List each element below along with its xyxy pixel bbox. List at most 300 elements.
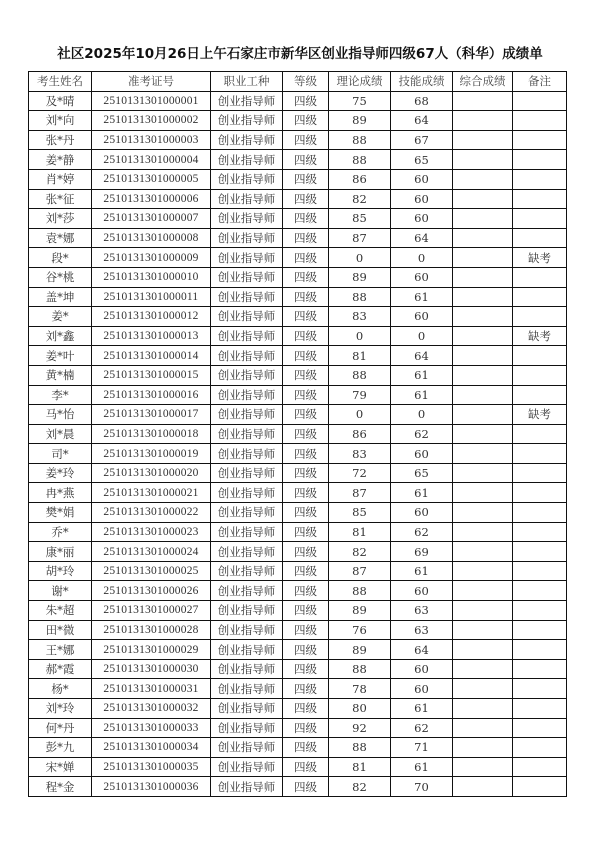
cell-level: 四级	[283, 738, 329, 758]
cell-skill-score: 60	[391, 503, 453, 523]
cell-overall-score	[453, 326, 513, 346]
cell-exam-id: 2510131301000030	[92, 659, 211, 679]
cell-theory-score: 85	[329, 209, 391, 229]
cell-remark	[513, 130, 567, 150]
table-row	[29, 424, 567, 444]
cell-name: 刘*向	[29, 111, 92, 131]
cell-exam-id: 2510131301000033	[92, 718, 211, 738]
cell-remark	[513, 503, 567, 523]
table-row	[29, 777, 567, 797]
cell-level: 四级	[283, 248, 329, 268]
cell-remark	[513, 718, 567, 738]
cell-job: 创业指导师	[211, 346, 283, 366]
cell-job: 创业指导师	[211, 424, 283, 444]
cell-exam-id: 2510131301000018	[92, 424, 211, 444]
cell-level: 四级	[283, 405, 329, 425]
cell-name: 康*丽	[29, 542, 92, 562]
cell-job: 创业指导师	[211, 228, 283, 248]
cell-theory-score: 0	[329, 248, 391, 268]
cell-remark	[513, 640, 567, 660]
cell-exam-id: 2510131301000035	[92, 757, 211, 777]
cell-theory-score: 75	[329, 91, 391, 111]
cell-overall-score	[453, 385, 513, 405]
cell-theory-score: 0	[329, 405, 391, 425]
cell-overall-score	[453, 307, 513, 327]
cell-theory-score: 83	[329, 444, 391, 464]
cell-exam-id: 2510131301000032	[92, 699, 211, 719]
cell-overall-score	[453, 346, 513, 366]
cell-job: 创业指导师	[211, 169, 283, 189]
cell-theory-score: 89	[329, 601, 391, 621]
cell-skill-score: 61	[391, 561, 453, 581]
cell-level: 四级	[283, 307, 329, 327]
cell-exam-id: 2510131301000013	[92, 326, 211, 346]
cell-name: 姜*叶	[29, 346, 92, 366]
cell-level: 四级	[283, 640, 329, 660]
cell-skill-score: 60	[391, 267, 453, 287]
cell-skill-score: 0	[391, 248, 453, 268]
cell-job: 创业指导师	[211, 777, 283, 797]
table-body	[29, 91, 567, 796]
cell-job: 创业指导师	[211, 620, 283, 640]
cell-remark	[513, 444, 567, 464]
cell-level: 四级	[283, 503, 329, 523]
cell-skill-score: 60	[391, 679, 453, 699]
table-row	[29, 542, 567, 562]
cell-name: 程*金	[29, 777, 92, 797]
cell-job: 创业指导师	[211, 91, 283, 111]
cell-overall-score	[453, 209, 513, 229]
cell-remark	[513, 699, 567, 719]
cell-overall-score	[453, 169, 513, 189]
cell-theory-score: 89	[329, 640, 391, 660]
cell-overall-score	[453, 522, 513, 542]
cell-theory-score: 88	[329, 581, 391, 601]
cell-overall-score	[453, 620, 513, 640]
cell-level: 四级	[283, 287, 329, 307]
cell-level: 四级	[283, 424, 329, 444]
cell-remark	[513, 111, 567, 131]
cell-exam-id: 2510131301000007	[92, 209, 211, 229]
cell-skill-score: 62	[391, 522, 453, 542]
cell-theory-score: 82	[329, 189, 391, 209]
cell-exam-id: 2510131301000029	[92, 640, 211, 660]
cell-name: 盖*坤	[29, 287, 92, 307]
table-row	[29, 209, 567, 229]
cell-skill-score: 65	[391, 150, 453, 170]
cell-exam-id: 2510131301000011	[92, 287, 211, 307]
cell-skill-score: 62	[391, 718, 453, 738]
cell-exam-id: 2510131301000022	[92, 503, 211, 523]
cell-theory-score: 79	[329, 385, 391, 405]
cell-skill-score: 60	[391, 581, 453, 601]
cell-level: 四级	[283, 659, 329, 679]
cell-name: 彭*九	[29, 738, 92, 758]
cell-remark	[513, 620, 567, 640]
cell-name: 何*丹	[29, 718, 92, 738]
cell-remark	[513, 150, 567, 170]
cell-level: 四级	[283, 483, 329, 503]
cell-skill-score: 60	[391, 189, 453, 209]
cell-level: 四级	[283, 777, 329, 797]
cell-name: 乔*	[29, 522, 92, 542]
cell-level: 四级	[283, 679, 329, 699]
cell-exam-id: 2510131301000014	[92, 346, 211, 366]
cell-job: 创业指导师	[211, 405, 283, 425]
cell-overall-score	[453, 561, 513, 581]
cell-remark	[513, 91, 567, 111]
cell-skill-score: 60	[391, 444, 453, 464]
cell-overall-score	[453, 581, 513, 601]
cell-level: 四级	[283, 601, 329, 621]
cell-name: 张*丹	[29, 130, 92, 150]
cell-exam-id: 2510131301000010	[92, 267, 211, 287]
cell-job: 创业指导师	[211, 130, 283, 150]
cell-job: 创业指导师	[211, 718, 283, 738]
table-row	[29, 150, 567, 170]
cell-name: 刘*玲	[29, 699, 92, 719]
cell-overall-score	[453, 679, 513, 699]
cell-exam-id: 2510131301000019	[92, 444, 211, 464]
cell-remark	[513, 169, 567, 189]
cell-overall-score	[453, 189, 513, 209]
cell-theory-score: 72	[329, 463, 391, 483]
header-exam-id: 准考证号	[92, 72, 211, 92]
cell-theory-score: 88	[329, 738, 391, 758]
cell-name: 刘*鑫	[29, 326, 92, 346]
cell-skill-score: 64	[391, 228, 453, 248]
table-row	[29, 307, 567, 327]
table-row	[29, 522, 567, 542]
cell-exam-id: 2510131301000020	[92, 463, 211, 483]
cell-job: 创业指导师	[211, 326, 283, 346]
cell-job: 创业指导师	[211, 267, 283, 287]
cell-theory-score: 81	[329, 346, 391, 366]
cell-skill-score: 61	[391, 483, 453, 503]
cell-overall-score	[453, 542, 513, 562]
cell-theory-score: 83	[329, 307, 391, 327]
cell-remark	[513, 424, 567, 444]
cell-job: 创业指导师	[211, 111, 283, 131]
cell-exam-id: 2510131301000034	[92, 738, 211, 758]
cell-theory-score: 81	[329, 757, 391, 777]
table-row	[29, 659, 567, 679]
cell-name: 樊*娟	[29, 503, 92, 523]
cell-remark	[513, 365, 567, 385]
cell-level: 四级	[283, 444, 329, 464]
cell-theory-score: 88	[329, 287, 391, 307]
cell-name: 张*征	[29, 189, 92, 209]
cell-remark	[513, 483, 567, 503]
cell-overall-score	[453, 640, 513, 660]
cell-exam-id: 2510131301000036	[92, 777, 211, 797]
cell-exam-id: 2510131301000026	[92, 581, 211, 601]
cell-theory-score: 92	[329, 718, 391, 738]
cell-skill-score: 60	[391, 169, 453, 189]
cell-job: 创业指导师	[211, 640, 283, 660]
table-header-row	[29, 72, 567, 92]
cell-remark	[513, 542, 567, 562]
cell-exam-id: 2510131301000021	[92, 483, 211, 503]
cell-overall-score	[453, 463, 513, 483]
cell-exam-id: 2510131301000006	[92, 189, 211, 209]
cell-overall-score	[453, 150, 513, 170]
header-theory-score: 理论成绩	[329, 72, 391, 92]
cell-theory-score: 85	[329, 503, 391, 523]
cell-level: 四级	[283, 542, 329, 562]
cell-skill-score: 60	[391, 209, 453, 229]
cell-exam-id: 2510131301000027	[92, 601, 211, 621]
cell-skill-score: 60	[391, 307, 453, 327]
cell-name: 杨*	[29, 679, 92, 699]
page-title: 社区2025年10月26日上午石家庄市新华区创业指导师四级67人（科华）成绩单	[57, 46, 543, 62]
table-row	[29, 385, 567, 405]
cell-name: 王*娜	[29, 640, 92, 660]
cell-remark	[513, 228, 567, 248]
cell-remark	[513, 209, 567, 229]
table-row	[29, 620, 567, 640]
cell-exam-id: 2510131301000028	[92, 620, 211, 640]
table-row	[29, 738, 567, 758]
cell-level: 四级	[283, 267, 329, 287]
table-row	[29, 130, 567, 150]
cell-name: 谢*	[29, 581, 92, 601]
cell-theory-score: 82	[329, 542, 391, 562]
header-name: 考生姓名	[29, 72, 92, 92]
cell-job: 创业指导师	[211, 503, 283, 523]
table-row	[29, 503, 567, 523]
cell-job: 创业指导师	[211, 522, 283, 542]
cell-level: 四级	[283, 228, 329, 248]
score-table	[28, 71, 567, 797]
cell-remark	[513, 307, 567, 327]
header-level: 等级	[283, 72, 329, 92]
cell-skill-score: 63	[391, 620, 453, 640]
cell-overall-score	[453, 111, 513, 131]
cell-level: 四级	[283, 326, 329, 346]
cell-overall-score	[453, 718, 513, 738]
cell-job: 创业指导师	[211, 287, 283, 307]
cell-skill-score: 63	[391, 601, 453, 621]
cell-name: 胡*玲	[29, 561, 92, 581]
cell-skill-score: 70	[391, 777, 453, 797]
cell-exam-id: 2510131301000017	[92, 405, 211, 425]
cell-theory-score: 78	[329, 679, 391, 699]
cell-skill-score: 60	[391, 659, 453, 679]
cell-job: 创业指导师	[211, 150, 283, 170]
cell-job: 创业指导师	[211, 365, 283, 385]
cell-name: 姜*玲	[29, 463, 92, 483]
cell-theory-score: 86	[329, 424, 391, 444]
cell-level: 四级	[283, 620, 329, 640]
cell-level: 四级	[283, 385, 329, 405]
cell-exam-id: 2510131301000025	[92, 561, 211, 581]
cell-overall-score	[453, 424, 513, 444]
cell-exam-id: 2510131301000015	[92, 365, 211, 385]
cell-theory-score: 81	[329, 522, 391, 542]
table-row	[29, 189, 567, 209]
cell-job: 创业指导师	[211, 307, 283, 327]
cell-exam-id: 2510131301000008	[92, 228, 211, 248]
cell-overall-score	[453, 267, 513, 287]
cell-level: 四级	[283, 209, 329, 229]
cell-name: 刘*莎	[29, 209, 92, 229]
header-job: 职业工种	[211, 72, 283, 92]
cell-name: 段*	[29, 248, 92, 268]
cell-level: 四级	[283, 169, 329, 189]
cell-level: 四级	[283, 189, 329, 209]
cell-level: 四级	[283, 365, 329, 385]
cell-remark	[513, 561, 567, 581]
cell-theory-score: 87	[329, 483, 391, 503]
cell-job: 创业指导师	[211, 738, 283, 758]
cell-job: 创业指导师	[211, 463, 283, 483]
cell-name: 谷*桃	[29, 267, 92, 287]
cell-level: 四级	[283, 718, 329, 738]
cell-theory-score: 86	[329, 169, 391, 189]
cell-overall-score	[453, 757, 513, 777]
cell-job: 创业指导师	[211, 189, 283, 209]
cell-skill-score: 64	[391, 111, 453, 131]
table-row	[29, 601, 567, 621]
cell-job: 创业指导师	[211, 248, 283, 268]
cell-overall-score	[453, 248, 513, 268]
cell-name: 姜*	[29, 307, 92, 327]
cell-job: 创业指导师	[211, 659, 283, 679]
cell-overall-score	[453, 777, 513, 797]
cell-name: 司*	[29, 444, 92, 464]
cell-overall-score	[453, 130, 513, 150]
cell-name: 姜*静	[29, 150, 92, 170]
table-row	[29, 463, 567, 483]
cell-skill-score: 61	[391, 365, 453, 385]
cell-theory-score: 0	[329, 326, 391, 346]
cell-name: 宋*婵	[29, 757, 92, 777]
cell-level: 四级	[283, 463, 329, 483]
header-remark: 备注	[513, 72, 567, 92]
cell-skill-score: 0	[391, 326, 453, 346]
table-row	[29, 405, 567, 425]
cell-skill-score: 68	[391, 91, 453, 111]
cell-remark	[513, 267, 567, 287]
cell-name: 郝*霞	[29, 659, 92, 679]
cell-remark	[513, 757, 567, 777]
cell-level: 四级	[283, 130, 329, 150]
cell-job: 创业指导师	[211, 444, 283, 464]
cell-name: 朱*超	[29, 601, 92, 621]
cell-remark: 缺考	[513, 326, 567, 346]
cell-skill-score: 61	[391, 287, 453, 307]
cell-exam-id: 2510131301000024	[92, 542, 211, 562]
cell-job: 创业指导师	[211, 483, 283, 503]
cell-exam-id: 2510131301000002	[92, 111, 211, 131]
cell-level: 四级	[283, 581, 329, 601]
cell-skill-score: 61	[391, 699, 453, 719]
table-row	[29, 111, 567, 131]
cell-overall-score	[453, 228, 513, 248]
cell-exam-id: 2510131301000016	[92, 385, 211, 405]
table-row	[29, 248, 567, 268]
cell-remark: 缺考	[513, 405, 567, 425]
cell-job: 创业指导师	[211, 542, 283, 562]
cell-overall-score	[453, 365, 513, 385]
cell-skill-score: 64	[391, 346, 453, 366]
cell-exam-id: 2510131301000003	[92, 130, 211, 150]
cell-exam-id: 2510131301000031	[92, 679, 211, 699]
cell-name: 马*怡	[29, 405, 92, 425]
header-overall-score: 综合成绩	[453, 72, 513, 92]
cell-exam-id: 2510131301000009	[92, 248, 211, 268]
cell-job: 创业指导师	[211, 581, 283, 601]
cell-remark	[513, 189, 567, 209]
cell-skill-score: 61	[391, 385, 453, 405]
cell-name: 袁*娜	[29, 228, 92, 248]
cell-exam-id: 2510131301000001	[92, 91, 211, 111]
cell-overall-score	[453, 659, 513, 679]
cell-remark	[513, 601, 567, 621]
cell-name: 田*微	[29, 620, 92, 640]
cell-level: 四级	[283, 561, 329, 581]
cell-exam-id: 2510131301000005	[92, 169, 211, 189]
cell-level: 四级	[283, 757, 329, 777]
cell-exam-id: 2510131301000012	[92, 307, 211, 327]
table-row	[29, 444, 567, 464]
cell-overall-score	[453, 405, 513, 425]
table-row	[29, 581, 567, 601]
cell-level: 四级	[283, 91, 329, 111]
cell-remark	[513, 581, 567, 601]
cell-level: 四级	[283, 522, 329, 542]
cell-theory-score: 82	[329, 777, 391, 797]
table-row	[29, 757, 567, 777]
cell-overall-score	[453, 444, 513, 464]
cell-name: 及*晴	[29, 91, 92, 111]
table-row	[29, 91, 567, 111]
cell-overall-score	[453, 287, 513, 307]
cell-job: 创业指导师	[211, 209, 283, 229]
table-row	[29, 561, 567, 581]
cell-remark	[513, 738, 567, 758]
cell-exam-id: 2510131301000023	[92, 522, 211, 542]
cell-remark	[513, 659, 567, 679]
cell-skill-score: 65	[391, 463, 453, 483]
cell-theory-score: 89	[329, 267, 391, 287]
cell-job: 创业指导师	[211, 385, 283, 405]
cell-remark	[513, 679, 567, 699]
cell-skill-score: 0	[391, 405, 453, 425]
cell-job: 创业指导师	[211, 699, 283, 719]
table-row	[29, 483, 567, 503]
cell-skill-score: 69	[391, 542, 453, 562]
table-row	[29, 346, 567, 366]
cell-overall-score	[453, 483, 513, 503]
cell-theory-score: 88	[329, 659, 391, 679]
cell-theory-score: 80	[329, 699, 391, 719]
header-skill-score: 技能成绩	[391, 72, 453, 92]
cell-exam-id: 2510131301000004	[92, 150, 211, 170]
cell-overall-score	[453, 601, 513, 621]
cell-skill-score: 62	[391, 424, 453, 444]
cell-remark	[513, 522, 567, 542]
table-row	[29, 228, 567, 248]
table-row	[29, 718, 567, 738]
table-row	[29, 267, 567, 287]
cell-job: 创业指导师	[211, 757, 283, 777]
cell-job: 创业指导师	[211, 679, 283, 699]
cell-skill-score: 67	[391, 130, 453, 150]
cell-skill-score: 61	[391, 757, 453, 777]
table-row	[29, 640, 567, 660]
